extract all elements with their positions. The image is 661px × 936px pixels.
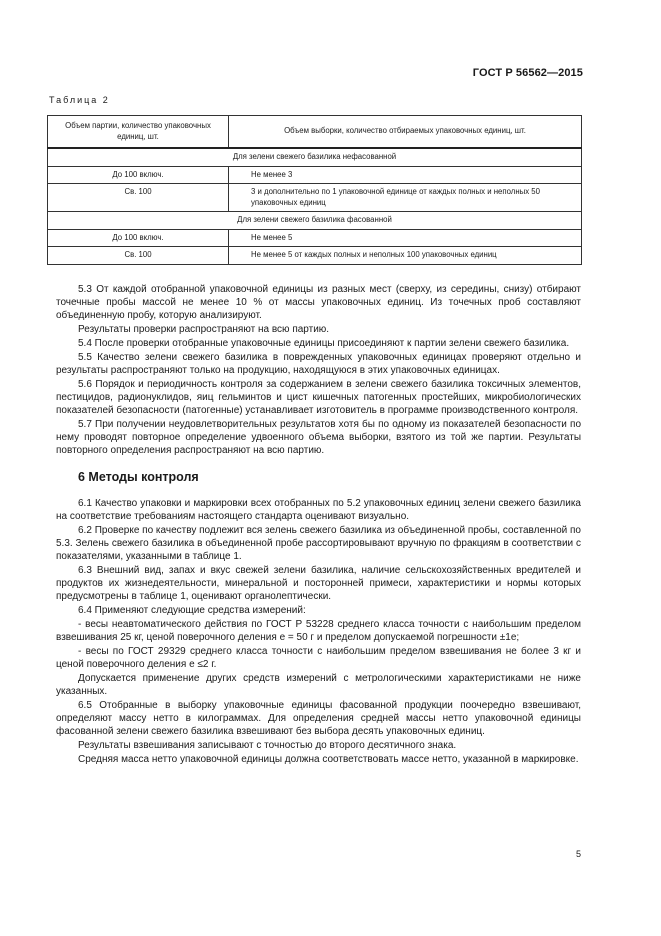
paragraph-5-5: 5.5 Качество зелени свежего базилика в поврежденных упаковочных единицах проверяют отдельно и результаты распространяют только на продукцию, находящуюся в этих упаковочных единицах. xyxy=(56,352,581,376)
paragraph-5-6: 5.6 Порядок и периодичность контроля за содержанием в зелени свежего базилика токсичных элементов, пестицидов, радионуклидов, яиц гельминтов и цист кишечных патогенных простейших, микробиологических показателей безопасности (патогенные) устанавливает изготовитель в программе производственного контроля. xyxy=(56,379,581,416)
group-title-unpacked: Для зелени свежего базилика нефасованной xyxy=(48,148,582,166)
paragraph-5-3: 5.3 От каждой отобранной упаковочной единицы из разных мест (сверху, из середины, снизу) отбирают точечные пробы массой не менее 10 % от массы упаковочных единиц. Из точечных проб составляют объединенную пробу, которую анализируют. xyxy=(56,284,581,321)
standard-code: ГОСТ Р 56562—2015 xyxy=(472,67,583,79)
lot-cell: До 100 включ. xyxy=(48,166,229,184)
document-body xyxy=(56,283,581,767)
paragraph-6-2: 6.2 Проверке по качеству подлежит вся зелень свежего базилика из объединенной пробы, составленной по 5.3. Зелень свежего базилика в объединенной пробе рассортировывают вручную по фракциям в соответствии с показателями, указанными в таблице 1. xyxy=(56,525,581,562)
lot-cell: Св. 100 xyxy=(48,247,229,265)
table-row xyxy=(48,166,582,184)
list-item: - весы по ГОСТ 29329 среднего класса точности с наибольшим пределом взвешивания не более 3 кг и ценой поверочного деления e ≤2 г. xyxy=(56,646,581,670)
paragraph: Результаты взвешивания записывают с точностью до второго десятичного знака. xyxy=(78,740,457,751)
paragraph: Средняя масса нетто упаковочной единицы должна соответствовать массе нетто, указанной в маркировке. xyxy=(78,754,579,765)
paragraph-6-1: 6.1 Качество упаковки и маркировки всех отобранных по 5.2 упаковочных единиц зелени свежего базилика на соответствие требованиям настоящего стандарта оценивают визуально. xyxy=(56,498,581,522)
paragraph: Результаты проверки распространяют на всю партию. xyxy=(78,324,330,335)
sample-cell: Не менее 5 xyxy=(229,229,582,247)
section-title: 6 Методы контроля xyxy=(78,470,199,484)
group-row xyxy=(48,148,582,166)
sample-cell: 3 и дополнительно по 1 упаковочной единице от каждых полных и неполных 50 упаковочных единиц xyxy=(229,184,582,212)
sampling-table xyxy=(47,115,582,265)
table-row xyxy=(48,247,582,265)
group-row xyxy=(48,212,582,230)
table-header-row xyxy=(48,116,582,149)
col-header-lot-size: Объем партии, количество упаковочных единиц, шт. xyxy=(48,116,229,149)
paragraph-6-5: 6.5 Отобранные в выборку упаковочные единицы фасованной продукции поочередно взвешивают, определяют массу нетто в килограммах. Для определения средней массы нетто упаковочной единицы фасованной зелени свежего базилика взвешивают без выбора десять упаковочных единиц. xyxy=(56,700,581,737)
paragraph-5-4: 5.4 После проверки отобранные упаковочные единицы присоединяют к партии зелени свежего базилика. xyxy=(78,338,570,349)
page-number: 5 xyxy=(575,849,581,859)
table-row xyxy=(48,184,582,212)
table-row xyxy=(48,229,582,247)
group-title-packed: Для зелени свежего базилика фасованной xyxy=(48,212,582,230)
sample-cell: Не менее 3 xyxy=(229,166,582,184)
list-item: - весы неавтоматического действия по ГОСТ Р 53228 среднего класса точности с наибольшим пределом взвешивания 25 кг, ценой поверочного деления e = 50 г и пределом допускаемой погрешности ±1e; xyxy=(56,619,581,643)
lot-cell: До 100 включ. xyxy=(48,229,229,247)
paragraph-6-4: 6.4 Применяют следующие средства измерений: xyxy=(78,605,306,616)
col-header-sample-size: Объем выборки, количество отбираемых упаковочных единиц, шт. xyxy=(229,116,582,149)
table-caption: Таблица 2 xyxy=(49,95,110,105)
sample-cell: Не менее 5 от каждых полных и неполных 100 упаковочных единиц xyxy=(229,247,582,265)
paragraph-5-7: 5.7 При получении неудовлетворительных результатов хотя бы по одному из показателей безопасности по нему проводят повторное определение удвоенного объема выборки, взятого из той же партии. Результаты повторного определения распространяют на всю партию. xyxy=(56,419,581,456)
paragraph-6-3: 6.3 Внешний вид, запах и вкус свежей зелени базилика, наличие сельскохозяйственных вредителей и продуктов их жизнедеятельности, минеральной и посторонней примеси, характеристики и нормы которых предусмотрены в таблице 1, оценивают органолептически. xyxy=(56,565,581,602)
lot-cell: Св. 100 xyxy=(48,184,229,212)
paragraph: Допускается применение других средств измерений с метрологическими характеристиками не ниже указанных. xyxy=(56,673,581,697)
